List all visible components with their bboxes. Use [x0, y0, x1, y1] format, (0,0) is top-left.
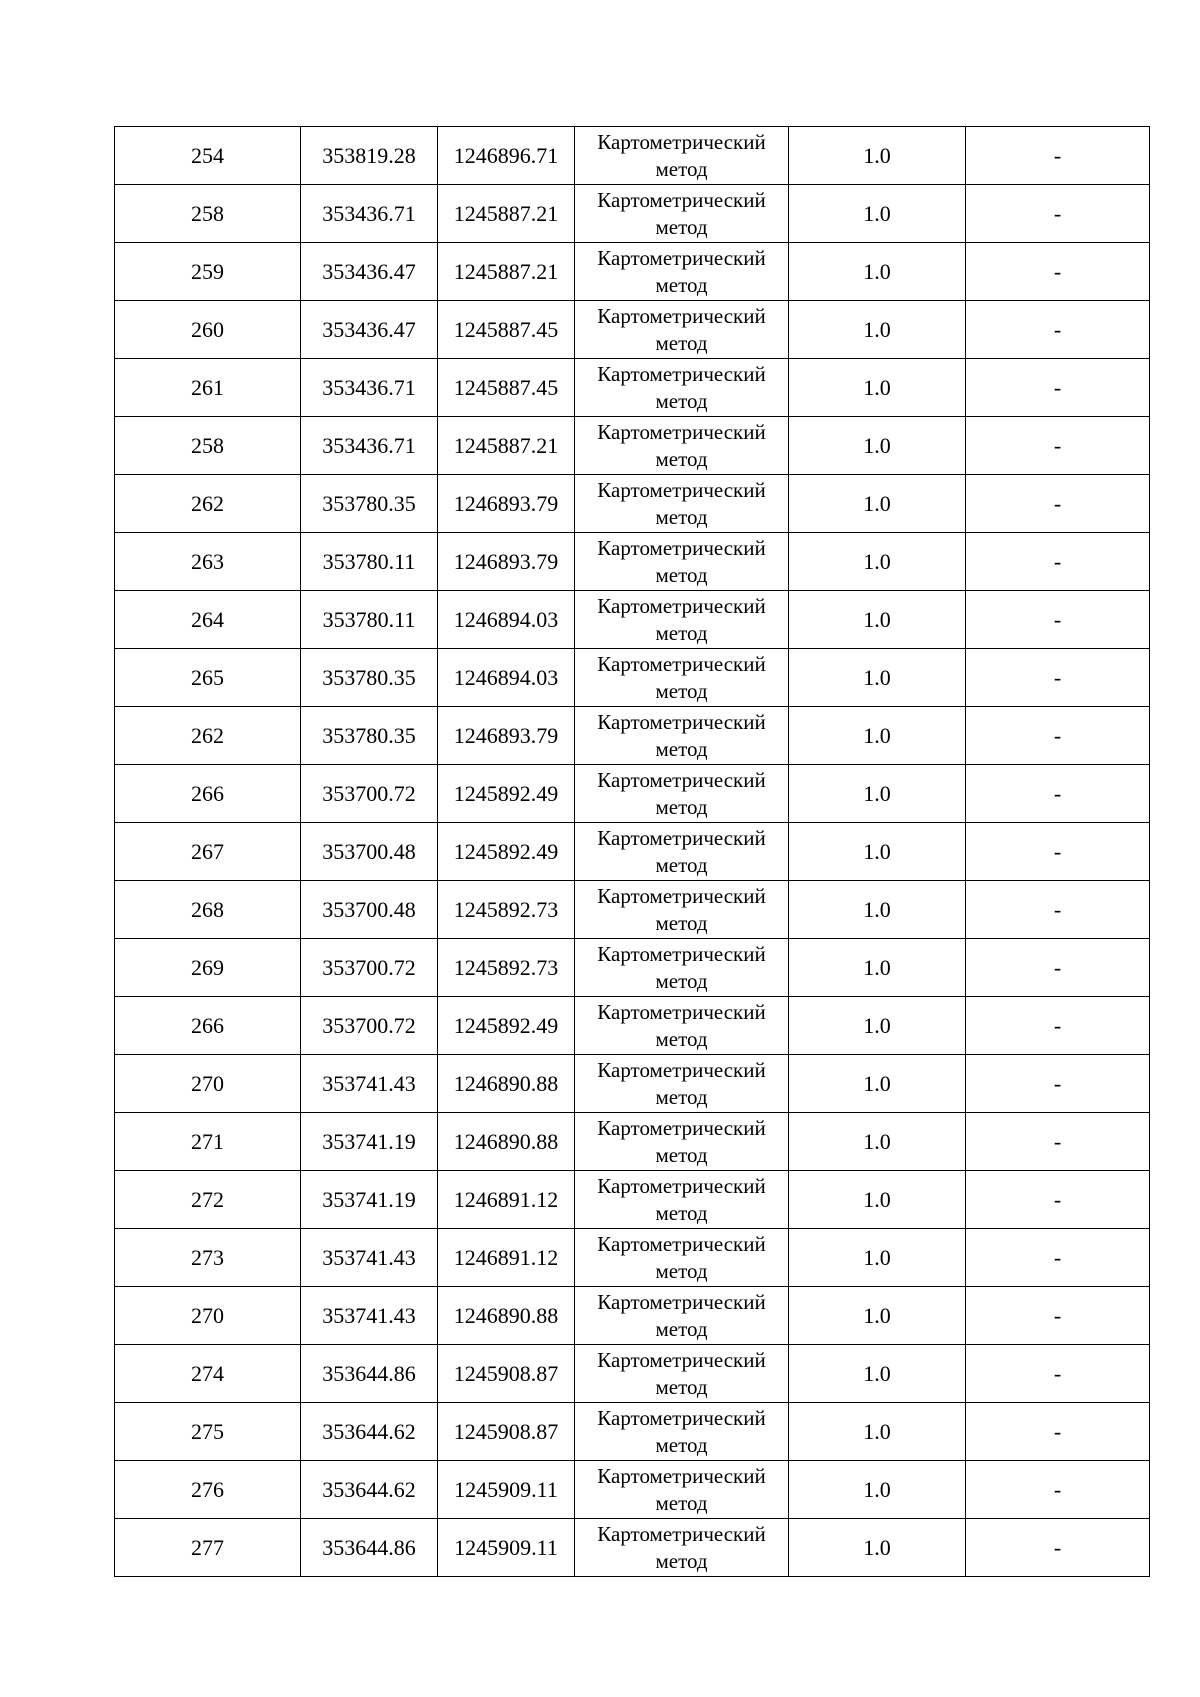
- point-number-cell: 266: [115, 997, 301, 1055]
- method-text-line: метод: [655, 272, 708, 297]
- x-coordinate-cell: 353780.11: [301, 533, 438, 591]
- note-cell: -: [966, 997, 1150, 1055]
- point-number-cell: 259: [115, 243, 301, 301]
- method-text-line: Картометрический: [597, 1405, 766, 1430]
- method-text-line: Картометрический: [597, 1173, 766, 1198]
- note-cell: -: [966, 533, 1150, 591]
- y-coordinate-cell: 1245909.11: [438, 1519, 575, 1577]
- x-coordinate-cell: 353644.86: [301, 1345, 438, 1403]
- x-coordinate-cell: 353436.71: [301, 185, 438, 243]
- x-coordinate-cell: 353780.11: [301, 591, 438, 649]
- method-text-line: Картометрический: [597, 1521, 766, 1546]
- x-coordinate-cell: 353700.72: [301, 997, 438, 1055]
- table-row: [115, 823, 1150, 881]
- method-text-line: метод: [655, 214, 708, 239]
- method-cell: [575, 1519, 789, 1577]
- note-cell: -: [966, 649, 1150, 707]
- y-coordinate-cell: 1246890.88: [438, 1287, 575, 1345]
- x-coordinate-cell: 353780.35: [301, 649, 438, 707]
- point-number-cell: 262: [115, 707, 301, 765]
- table-row: [115, 881, 1150, 939]
- y-coordinate-cell: 1245908.87: [438, 1345, 575, 1403]
- method-cell: [575, 185, 789, 243]
- y-coordinate-cell: 1245892.49: [438, 823, 575, 881]
- note-cell: -: [966, 417, 1150, 475]
- y-coordinate-cell: 1245887.21: [438, 243, 575, 301]
- note-cell: -: [966, 1171, 1150, 1229]
- point-number-cell: 268: [115, 881, 301, 939]
- method-text-line: метод: [655, 852, 708, 877]
- method-cell: [575, 359, 789, 417]
- method-text-line: Картометрический: [597, 1115, 766, 1140]
- x-coordinate-cell: 353644.62: [301, 1403, 438, 1461]
- table-row: [115, 1519, 1150, 1577]
- point-number-cell: 273: [115, 1229, 301, 1287]
- accuracy-cell: 1.0: [789, 591, 966, 649]
- x-coordinate-cell: 353741.19: [301, 1171, 438, 1229]
- note-cell: -: [966, 1461, 1150, 1519]
- point-number-cell: 269: [115, 939, 301, 997]
- y-coordinate-cell: 1246896.71: [438, 127, 575, 185]
- y-coordinate-cell: 1245892.49: [438, 997, 575, 1055]
- note-cell: -: [966, 301, 1150, 359]
- method-text-line: Картометрический: [597, 883, 766, 908]
- table-row: [115, 243, 1150, 301]
- table-row: [115, 997, 1150, 1055]
- method-text-line: метод: [655, 968, 708, 993]
- accuracy-cell: 1.0: [789, 1287, 966, 1345]
- method-text-line: Картометрический: [597, 187, 766, 212]
- method-cell: [575, 301, 789, 359]
- point-number-cell: 274: [115, 1345, 301, 1403]
- x-coordinate-cell: 353741.43: [301, 1229, 438, 1287]
- method-text-line: Картометрический: [597, 767, 766, 792]
- method-text-line: Картометрический: [597, 1347, 766, 1372]
- method-text-line: метод: [655, 1490, 708, 1515]
- method-text-line: Картометрический: [597, 535, 766, 560]
- method-text-line: метод: [655, 446, 708, 471]
- y-coordinate-cell: 1246893.79: [438, 475, 575, 533]
- method-text-line: Картометрический: [597, 651, 766, 676]
- method-text-line: метод: [655, 1432, 708, 1457]
- note-cell: -: [966, 591, 1150, 649]
- method-text-line: метод: [655, 620, 708, 645]
- x-coordinate-cell: 353436.47: [301, 301, 438, 359]
- method-text-line: Картометрический: [597, 999, 766, 1024]
- y-coordinate-cell: 1245892.49: [438, 765, 575, 823]
- y-coordinate-cell: 1246893.79: [438, 707, 575, 765]
- method-cell: [575, 1287, 789, 1345]
- y-coordinate-cell: 1245908.87: [438, 1403, 575, 1461]
- x-coordinate-cell: 353436.47: [301, 243, 438, 301]
- accuracy-cell: 1.0: [789, 1055, 966, 1113]
- accuracy-cell: 1.0: [789, 707, 966, 765]
- method-cell: [575, 1461, 789, 1519]
- note-cell: -: [966, 1345, 1150, 1403]
- table-row: [115, 1345, 1150, 1403]
- method-cell: [575, 1171, 789, 1229]
- method-text-line: метод: [655, 678, 708, 703]
- method-cell: [575, 475, 789, 533]
- method-cell: [575, 707, 789, 765]
- table-row: [115, 185, 1150, 243]
- table-row: [115, 1229, 1150, 1287]
- accuracy-cell: 1.0: [789, 823, 966, 881]
- point-number-cell: 263: [115, 533, 301, 591]
- method-text-line: Картометрический: [597, 1289, 766, 1314]
- x-coordinate-cell: 353741.43: [301, 1287, 438, 1345]
- note-cell: -: [966, 1055, 1150, 1113]
- method-cell: [575, 997, 789, 1055]
- point-number-cell: 262: [115, 475, 301, 533]
- point-number-cell: 265: [115, 649, 301, 707]
- table-row: [115, 301, 1150, 359]
- accuracy-cell: 1.0: [789, 359, 966, 417]
- x-coordinate-cell: 353700.48: [301, 881, 438, 939]
- table-row: [115, 533, 1150, 591]
- method-cell: [575, 1345, 789, 1403]
- method-cell: [575, 533, 789, 591]
- point-number-cell: 267: [115, 823, 301, 881]
- point-number-cell: 260: [115, 301, 301, 359]
- x-coordinate-cell: 353741.43: [301, 1055, 438, 1113]
- note-cell: -: [966, 1229, 1150, 1287]
- method-text-line: метод: [655, 1316, 708, 1341]
- method-text-line: метод: [655, 736, 708, 761]
- point-number-cell: 264: [115, 591, 301, 649]
- y-coordinate-cell: 1245892.73: [438, 939, 575, 997]
- x-coordinate-cell: 353780.35: [301, 707, 438, 765]
- accuracy-cell: 1.0: [789, 997, 966, 1055]
- table-row: [115, 359, 1150, 417]
- note-cell: -: [966, 707, 1150, 765]
- accuracy-cell: 1.0: [789, 243, 966, 301]
- method-cell: [575, 127, 789, 185]
- accuracy-cell: 1.0: [789, 417, 966, 475]
- note-cell: -: [966, 127, 1150, 185]
- note-cell: -: [966, 359, 1150, 417]
- method-text-line: метод: [655, 562, 708, 587]
- method-text-line: Картометрический: [597, 419, 766, 444]
- table-row: [115, 939, 1150, 997]
- x-coordinate-cell: 353644.62: [301, 1461, 438, 1519]
- method-text-line: Картометрический: [597, 361, 766, 386]
- point-number-cell: 258: [115, 185, 301, 243]
- accuracy-cell: 1.0: [789, 301, 966, 359]
- note-cell: -: [966, 1113, 1150, 1171]
- method-text-line: Картометрический: [597, 303, 766, 328]
- method-cell: [575, 1113, 789, 1171]
- method-cell: [575, 649, 789, 707]
- note-cell: -: [966, 823, 1150, 881]
- point-number-cell: 266: [115, 765, 301, 823]
- accuracy-cell: 1.0: [789, 127, 966, 185]
- point-number-cell: 277: [115, 1519, 301, 1577]
- method-text-line: Картометрический: [597, 593, 766, 618]
- table-row: [115, 417, 1150, 475]
- point-number-cell: 270: [115, 1287, 301, 1345]
- y-coordinate-cell: 1246893.79: [438, 533, 575, 591]
- y-coordinate-cell: 1245892.73: [438, 881, 575, 939]
- x-coordinate-cell: 353700.48: [301, 823, 438, 881]
- point-number-cell: 254: [115, 127, 301, 185]
- accuracy-cell: 1.0: [789, 185, 966, 243]
- method-text-line: Картометрический: [597, 1057, 766, 1082]
- y-coordinate-cell: 1246891.12: [438, 1171, 575, 1229]
- method-text-line: метод: [655, 1258, 708, 1283]
- method-text-line: Картометрический: [597, 941, 766, 966]
- accuracy-cell: 1.0: [789, 1519, 966, 1577]
- method-cell: [575, 243, 789, 301]
- table-row: [115, 1403, 1150, 1461]
- method-text-line: Картометрический: [597, 477, 766, 502]
- y-coordinate-cell: 1246890.88: [438, 1055, 575, 1113]
- point-number-cell: 275: [115, 1403, 301, 1461]
- accuracy-cell: 1.0: [789, 1229, 966, 1287]
- method-text-line: метод: [655, 1200, 708, 1225]
- y-coordinate-cell: 1245887.21: [438, 417, 575, 475]
- y-coordinate-cell: 1245887.45: [438, 301, 575, 359]
- note-cell: -: [966, 185, 1150, 243]
- y-coordinate-cell: 1246890.88: [438, 1113, 575, 1171]
- method-text-line: Картометрический: [597, 825, 766, 850]
- x-coordinate-cell: 353780.35: [301, 475, 438, 533]
- note-cell: -: [966, 475, 1150, 533]
- method-text-line: метод: [655, 1026, 708, 1051]
- method-text-line: Картометрический: [597, 709, 766, 734]
- method-cell: [575, 1403, 789, 1461]
- table-row: [115, 591, 1150, 649]
- method-text-line: Картометрический: [597, 1463, 766, 1488]
- method-cell: [575, 823, 789, 881]
- method-text-line: метод: [655, 1374, 708, 1399]
- x-coordinate-cell: 353644.86: [301, 1519, 438, 1577]
- y-coordinate-cell: 1245887.45: [438, 359, 575, 417]
- note-cell: -: [966, 881, 1150, 939]
- method-cell: [575, 939, 789, 997]
- accuracy-cell: 1.0: [789, 649, 966, 707]
- table-row: [115, 1055, 1150, 1113]
- method-cell: [575, 591, 789, 649]
- table-row: [115, 1171, 1150, 1229]
- method-text-line: метод: [655, 1084, 708, 1109]
- x-coordinate-cell: 353819.28: [301, 127, 438, 185]
- accuracy-cell: 1.0: [789, 1403, 966, 1461]
- table-row: [115, 707, 1150, 765]
- point-number-cell: 258: [115, 417, 301, 475]
- note-cell: -: [966, 765, 1150, 823]
- y-coordinate-cell: 1245887.21: [438, 185, 575, 243]
- y-coordinate-cell: 1246894.03: [438, 649, 575, 707]
- method-cell: [575, 765, 789, 823]
- method-text-line: Картометрический: [597, 1231, 766, 1256]
- method-text-line: метод: [655, 330, 708, 355]
- method-text-line: метод: [655, 504, 708, 529]
- note-cell: -: [966, 939, 1150, 997]
- x-coordinate-cell: 353741.19: [301, 1113, 438, 1171]
- method-cell: [575, 417, 789, 475]
- method-text-line: метод: [655, 910, 708, 935]
- method-text-line: метод: [655, 388, 708, 413]
- point-number-cell: 272: [115, 1171, 301, 1229]
- x-coordinate-cell: 353436.71: [301, 359, 438, 417]
- accuracy-cell: 1.0: [789, 765, 966, 823]
- method-cell: [575, 881, 789, 939]
- accuracy-cell: 1.0: [789, 1345, 966, 1403]
- note-cell: -: [966, 1287, 1150, 1345]
- accuracy-cell: 1.0: [789, 1113, 966, 1171]
- coordinates-table: [114, 126, 1150, 1577]
- y-coordinate-cell: 1246891.12: [438, 1229, 575, 1287]
- note-cell: -: [966, 243, 1150, 301]
- point-number-cell: 271: [115, 1113, 301, 1171]
- method-text-line: метод: [655, 794, 708, 819]
- accuracy-cell: 1.0: [789, 939, 966, 997]
- table-row: [115, 765, 1150, 823]
- x-coordinate-cell: 353700.72: [301, 765, 438, 823]
- table-row: [115, 1287, 1150, 1345]
- method-text-line: метод: [655, 1142, 708, 1167]
- method-text-line: Картометрический: [597, 129, 766, 154]
- method-text-line: метод: [655, 1548, 708, 1573]
- table-row: [115, 127, 1150, 185]
- note-cell: -: [966, 1403, 1150, 1461]
- point-number-cell: 276: [115, 1461, 301, 1519]
- y-coordinate-cell: 1246894.03: [438, 591, 575, 649]
- table-row: [115, 649, 1150, 707]
- accuracy-cell: 1.0: [789, 533, 966, 591]
- table-row: [115, 475, 1150, 533]
- table-row: [115, 1461, 1150, 1519]
- coordinates-table-body: [115, 127, 1150, 1577]
- method-text-line: Картометрический: [597, 245, 766, 270]
- accuracy-cell: 1.0: [789, 881, 966, 939]
- method-cell: [575, 1055, 789, 1113]
- note-cell: -: [966, 1519, 1150, 1577]
- method-cell: [575, 1229, 789, 1287]
- accuracy-cell: 1.0: [789, 475, 966, 533]
- accuracy-cell: 1.0: [789, 1461, 966, 1519]
- method-text-line: метод: [655, 156, 708, 181]
- accuracy-cell: 1.0: [789, 1171, 966, 1229]
- point-number-cell: 270: [115, 1055, 301, 1113]
- table-row: [115, 1113, 1150, 1171]
- y-coordinate-cell: 1245909.11: [438, 1461, 575, 1519]
- x-coordinate-cell: 353700.72: [301, 939, 438, 997]
- point-number-cell: 261: [115, 359, 301, 417]
- x-coordinate-cell: 353436.71: [301, 417, 438, 475]
